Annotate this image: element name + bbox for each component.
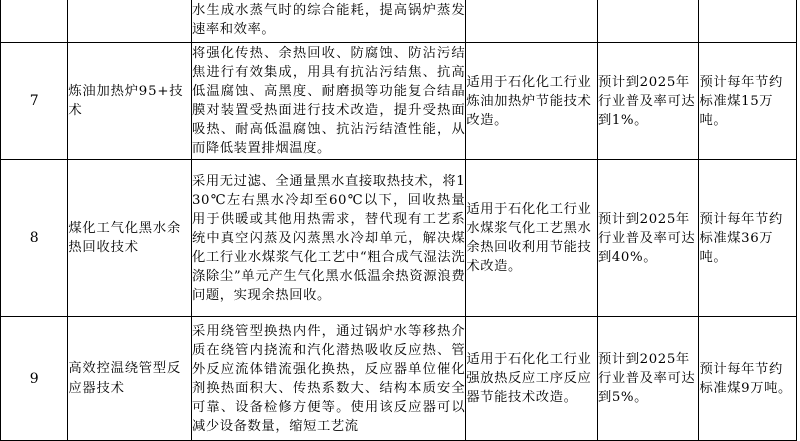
- energy-saving: 预计每年节约标准煤15万吨。: [699, 43, 797, 160]
- application-scope: 适用于石化化工行业炼油加热炉节能技术改造。: [466, 43, 598, 160]
- technology-name: [68, 0, 192, 43]
- row-number: [1, 0, 68, 43]
- table-row: [1, 0, 797, 43]
- technology-description: [191, 0, 465, 43]
- technology-name: 炼油加热炉95+技术: [68, 43, 192, 160]
- energy-saving: 预计每年节约标准煤9万吨。: [699, 317, 797, 441]
- table-row: [1, 317, 797, 441]
- energy-saving: [699, 0, 797, 43]
- energy-saving: 预计每年节约标准煤36万吨。: [699, 160, 797, 317]
- adoption-rate: [597, 0, 699, 43]
- row-number: 8: [1, 160, 68, 317]
- adoption-rate: 预计到2025年行业普及率可达到5%。: [597, 317, 699, 441]
- technology-description: 将强化传热、余热回收、防腐蚀、防沾污结焦进行有效集成，用具有抗沾污结焦、抗高低温腐蚀、高黑度、耐磨损等功能复合结晶膜对装置受热面进行技术改造，提升受热面吸热、耐高低温腐蚀、抗沾污结渣性能，从而降低装置排烟温度。: [191, 43, 465, 160]
- application-scope: 适用于石化化工行业水煤浆气化工艺黑水余热回收利用节能技术改造。: [466, 160, 598, 317]
- adoption-rate: 预计到2025年行业普及率可达到40%。: [597, 160, 699, 317]
- application-scope: [466, 0, 598, 43]
- technology-name: 高效控温绕管型反应器技术: [68, 317, 192, 441]
- adoption-rate: 预计到2025年行业普及率可达到1%。: [597, 43, 699, 160]
- technology-description: 采用无过滤、全通量黑水直接取热技术，将130℃左右黑水冷却至60℃以下，回收热量用于供暖或其他用热需求，替代现有工艺系统中真空闪蒸及闪蒸黑水冷却单元，解决煤化工行业水煤浆气化工艺中“粗合成气湿法洗涤除尘”单元产生气化黑水低温余热资源浪费问题，实现余热回收。: [191, 160, 465, 317]
- technology-description: 采用绕管型换热内件，通过锅炉水等移热介质在绕管内挠流和汽化潜热吸收反应热、管外反应流体错流强化换热，反应器单位催化剂换热面积大、传热系数大、结构本质安全可靠、设备检修方便等。使用该反应器可以减少设备数量，缩短工艺流: [191, 317, 465, 441]
- table-row: [1, 43, 797, 160]
- description-text: 水生成水蒸气时的综合能耗，提高锅炉蒸发速率和效率。: [191, 3, 466, 37]
- row-number: 9: [1, 317, 68, 441]
- application-scope: 适用于石化化工行业强放热反应工序反应器节能技术改造。: [466, 317, 598, 441]
- row-number: 7: [1, 43, 68, 160]
- technology-name: 煤化工气化黑水余热回收技术: [68, 160, 192, 317]
- table-row: [1, 160, 797, 317]
